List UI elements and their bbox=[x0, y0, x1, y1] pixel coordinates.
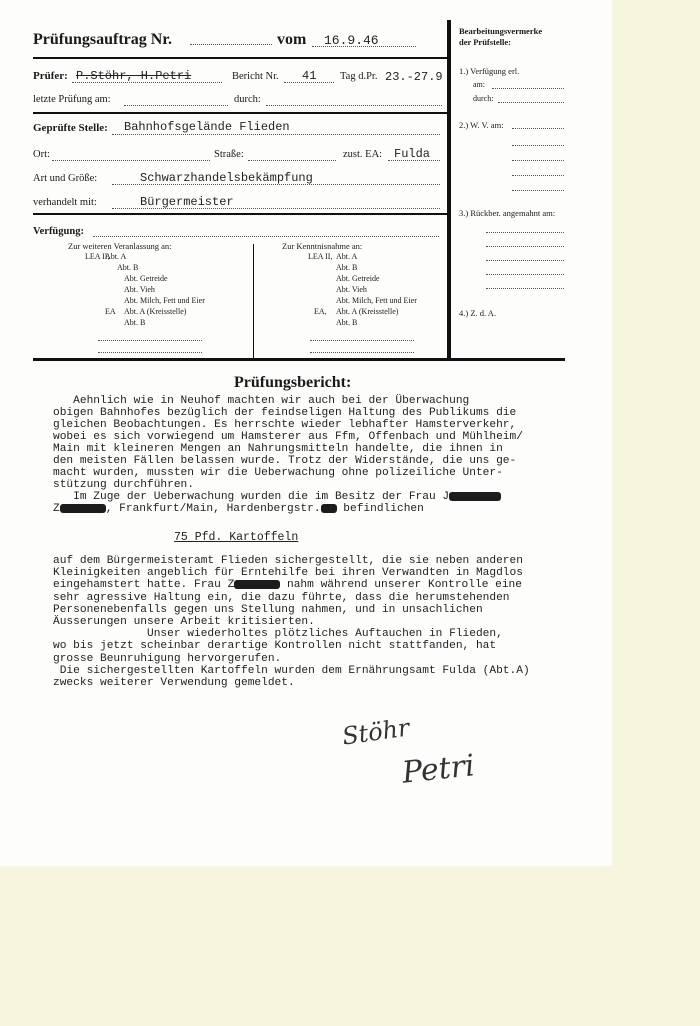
report-line: zwecks weiterer Verwendung gemeldet. bbox=[53, 677, 295, 690]
seized-item: 75 Pfd. Kartoffeln bbox=[174, 531, 299, 544]
report-line: gleichen Beobachtungen. Es herrschte wieder lebhafter Hamsterverkehr, bbox=[53, 419, 517, 431]
ort-label: Ort: bbox=[33, 149, 50, 160]
report-line: Main mit kleineren Mengen an Nahrungsmitteln handelte, die ihnen in bbox=[53, 443, 503, 455]
dist-item: Abt. A bbox=[105, 252, 127, 261]
report-line: sehr agressive Haltung ein, die dazu führte, dass die herumstehenden bbox=[53, 591, 510, 604]
redaction bbox=[321, 504, 337, 513]
dotted-line bbox=[266, 105, 442, 106]
verfuegung-label: Verfügung: bbox=[33, 226, 84, 237]
dotted-line bbox=[310, 340, 414, 341]
report-title: Prüfungsbericht: bbox=[234, 374, 352, 391]
gepruefte-stelle-label: Geprüfte Stelle: bbox=[33, 122, 108, 134]
art-label: Art und Größe: bbox=[33, 173, 98, 184]
report-text: Frau Z bbox=[187, 579, 235, 592]
dotted-line bbox=[486, 274, 564, 275]
report-line bbox=[53, 503, 523, 515]
weitere-veranlassung-title: Zur weiteren Veranlassung an: bbox=[68, 241, 172, 251]
side-title-2: der Prüfstelle: bbox=[459, 37, 512, 47]
dotted-line bbox=[98, 352, 202, 353]
dotted-line bbox=[190, 44, 272, 45]
dist-item: Abt. Milch, Fett und Eier bbox=[336, 296, 417, 305]
horizontal-rule bbox=[33, 358, 565, 361]
report-line: obigen Bahnhofes bezüglich der feindseligen Haltung des Publikums die bbox=[53, 407, 517, 419]
kenntnisnahme-title: Zur Kenntnisnahme an: bbox=[282, 241, 363, 251]
pruefer-label: Prüfer: bbox=[33, 70, 68, 82]
ea-label-small: EA bbox=[105, 307, 116, 316]
dist-item: Abt. A bbox=[336, 252, 358, 261]
report-line: den meisten Fällen belassen wurde. Trotz der Widerstände, die uns ge- bbox=[53, 455, 517, 467]
report-text: Z bbox=[53, 503, 60, 515]
ea-label-small: EA, bbox=[314, 307, 327, 316]
dotted-line bbox=[512, 175, 564, 176]
art-value: Schwarzhandelsbekämpfung bbox=[140, 171, 313, 185]
dotted-line bbox=[52, 160, 210, 161]
side-verfuegung-erl: 1.) Verfügung erl. bbox=[459, 66, 520, 76]
dotted-line bbox=[486, 288, 564, 289]
dist-item: Abt. Vieh bbox=[336, 285, 367, 294]
dotted-line bbox=[512, 128, 564, 129]
dotted-line bbox=[512, 145, 564, 146]
dist-item: Abt. Getreide bbox=[124, 274, 168, 283]
order-date: 16.9.46 bbox=[324, 33, 379, 48]
report-line bbox=[53, 491, 523, 503]
ea-label: zust. EA: bbox=[343, 149, 383, 160]
dotted-line bbox=[124, 105, 228, 106]
side-zda: 4.) Z. d. A. bbox=[459, 308, 497, 318]
dist-item: Abt. B bbox=[336, 318, 358, 327]
report-line: stützung durchführen. bbox=[53, 479, 194, 491]
horizontal-rule bbox=[33, 213, 447, 215]
dotted-line bbox=[310, 352, 414, 353]
dotted-line bbox=[486, 246, 564, 247]
verhandelt-value: Bürgermeister bbox=[140, 195, 234, 209]
dotted-line bbox=[486, 260, 564, 261]
dotted-line bbox=[112, 134, 440, 135]
signature-petri: Petri bbox=[400, 748, 477, 791]
dist-item: Abt. B bbox=[124, 318, 146, 327]
signature-stoehr: Stöhr bbox=[340, 713, 412, 751]
horizontal-rule bbox=[33, 112, 447, 114]
side-am: am: bbox=[473, 80, 485, 89]
side-title-1: Bearbeitungsvermerke bbox=[459, 26, 543, 36]
verhandelt-label: verhandelt mit: bbox=[33, 197, 97, 208]
side-rueckber: 3.) Rückber. angemahnt am: bbox=[459, 208, 556, 218]
bericht-label: Bericht Nr. bbox=[232, 71, 279, 82]
column-divider bbox=[253, 244, 254, 358]
dotted-line bbox=[498, 102, 564, 103]
dotted-line bbox=[93, 236, 439, 237]
report-line: Die sichergestellten Kartoffeln wurden dem Ernährungsamt Fulda (Abt.A) bbox=[53, 664, 530, 677]
report-line: Aehnlich wie in Neuhof machten wir auch bei der Überwachung bbox=[53, 395, 470, 407]
report-line: grosse Beunruhigung hervorgerufen. bbox=[53, 652, 282, 665]
dotted-line bbox=[248, 160, 336, 161]
dotted-line bbox=[512, 160, 564, 161]
dotted-line bbox=[98, 340, 202, 341]
dotted-line bbox=[486, 232, 564, 233]
horizontal-rule bbox=[33, 57, 447, 59]
report-line: Äusserungen unsere Arbeit kritisierten. bbox=[53, 616, 315, 629]
letzte-pruefung-label: letzte Prüfung am: bbox=[33, 94, 111, 105]
dist-item: Abt. B bbox=[336, 263, 358, 272]
report-text: befindlichen bbox=[336, 503, 424, 515]
redaction bbox=[449, 492, 501, 501]
report-line: wo bis jetzt scheinbar derartige Kontrollen nicht stattfanden, hat bbox=[53, 640, 497, 653]
lea-label: LEA II, bbox=[85, 252, 110, 261]
redaction bbox=[60, 504, 106, 513]
side-durch: durch: bbox=[473, 94, 494, 103]
report-line: Personenebenfalls gegen uns Stellung nahmen, und in unsachlichen bbox=[53, 603, 483, 616]
dist-item: Abt. Milch, Fett und Eier bbox=[124, 296, 205, 305]
dotted-line bbox=[512, 190, 564, 191]
vom-label: vom bbox=[277, 31, 307, 48]
bericht-value: 41 bbox=[302, 69, 317, 83]
vertical-divider bbox=[447, 20, 451, 360]
pruefer-value: P.Stöhr, H.Petri bbox=[76, 69, 192, 83]
report-line bbox=[53, 579, 530, 591]
form-title: Prüfungsauftrag Nr. bbox=[33, 31, 172, 48]
dotted-line bbox=[492, 88, 564, 89]
tag-value: 23.-27.9 bbox=[385, 70, 443, 84]
side-wv: 2.) W. V. am: bbox=[459, 120, 504, 130]
report-text: eingehamstert hatte. bbox=[53, 579, 188, 592]
ea-value: Fulda bbox=[394, 147, 431, 161]
durch-label: durch: bbox=[234, 94, 261, 105]
dist-item: Abt. A (Kreisstelle) bbox=[124, 307, 187, 316]
report-line: Unser wiederholtes plötzliches Auftauchen in Flieden, bbox=[53, 628, 503, 641]
strasse-label: Straße: bbox=[214, 149, 244, 160]
report-line: wobei es sich vorwiegend um Hamsterer aus Ffm, Offenbach und Mühlheim/ bbox=[53, 431, 523, 443]
lea-label: LEA II, bbox=[308, 252, 333, 261]
dist-item: Abt. Vieh bbox=[124, 285, 155, 294]
gepruefte-stelle-value: Bahnhofsgelände Flieden bbox=[124, 120, 290, 134]
report-line: Kleinigkeiten angeblich für Erntehilfe bei ihren Verwandten in Magdlos bbox=[53, 567, 523, 580]
dist-item: Abt. A (Kreisstelle) bbox=[336, 307, 399, 316]
report-line: auf dem Bürgermeisteramt Flieden sichergestellt, die sie neben anderen bbox=[53, 555, 523, 567]
report-text: Im Zuge der Ueberwachung wurden die im Besitz der Frau J bbox=[53, 491, 450, 503]
redaction bbox=[234, 580, 280, 589]
report-line: macht wurden, mussten wir die Ueberwachung ohne polizeiliche Unter- bbox=[53, 467, 503, 479]
tag-label: Tag d.Pr. bbox=[340, 71, 378, 82]
dist-item: Abt. B bbox=[117, 263, 139, 272]
report-paragraph-2 bbox=[53, 555, 530, 689]
report-paragraph-1 bbox=[53, 395, 523, 515]
report-text: nahm während unserer Kontrolle eine bbox=[280, 579, 522, 592]
report-text: , Frankfurt/Main, Hardenbergstr. bbox=[105, 503, 321, 515]
dist-item: Abt. Getreide bbox=[336, 274, 380, 283]
